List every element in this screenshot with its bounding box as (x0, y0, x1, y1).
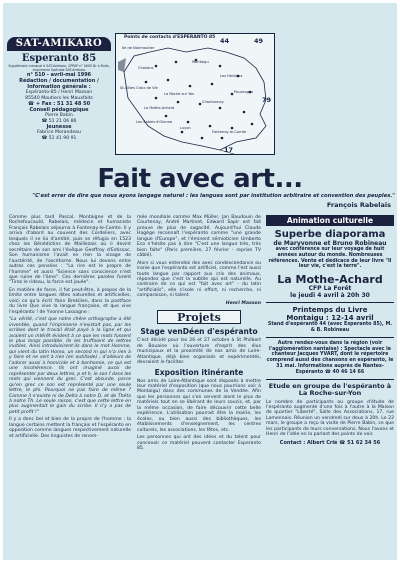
masthead-title: Esperanto 85 (21, 53, 97, 64)
article-paragraph: Il y a donc bel et bien de la propre de l'homme : la langue certains mettent la français et l'espéranto en opposition comme langues respectivement naturelle et artificielle. Des linguistes de renom- (9, 417, 131, 439)
divider (266, 302, 394, 303)
map-dept-number: 79 (262, 96, 272, 104)
youth-phone: ☎ 51 41 90 91 (41, 135, 77, 141)
map-place: Les Herbiers (220, 74, 243, 78)
tagline-author: François Rabelais (326, 201, 391, 209)
vendee-map (115, 33, 275, 155)
article-paragraph: En matière de farce, il fut peut-être, à propos de la limite entre langues dites naturelles et artificielles, voici ce qu'a écrit Yann Brekilien, dans la postface du livre Que vive la langue française, et que vive l'espéranto ! de Yvonne Lassagne : (9, 287, 131, 315)
animation-column (266, 215, 394, 447)
article-column-1 (9, 215, 131, 441)
animation-bar: Animation culturelle (266, 215, 394, 226)
article-column-2 (137, 215, 261, 453)
map-place: La Roche sur Yon (164, 92, 195, 96)
teaching-phone: ☎ 51 21 06 86 (41, 118, 77, 124)
teaching-name: Pierre Babin (45, 113, 73, 119)
article-title: Fait avec art... (97, 164, 303, 194)
divider (266, 337, 394, 338)
event-place: La Mothe-Achard (277, 273, 383, 287)
stage-text: C'est décidé pour les 26 et 27 octobre à St Philbert de Bouaine où l'ouverture d'esprit des élus municipaux et la proximité de nos amis de Loire-Atlantique, déjà bien organisés et expérimentés, devraient le faciliter. (137, 338, 261, 366)
sat-amikaro-logo: SAT-AMIKARO (7, 37, 111, 51)
diaporama-desc: avec conférence sur leur voyage de huit années autour du monde. Nombreuses références. Vente et dédicace de leur livre "Il leur vie, c'est la terre". (268, 247, 392, 270)
map-header: Points de contacts d'ESPERANTO 85 (124, 35, 216, 40)
editorial-line: Espéranto-85 / Henri Masson (25, 90, 93, 95)
article-quote: "La vérité, c'est que notre chère orthographe a été inventée, quand l'imprimerie n'existait pas, par les scribes dont le travail était payé à la ligne et qui avaient un intérêt évident à ce que les mots fussent le plus longs possible. Ils les truffaient de lettres inutiles. Ainsi introduisirent-ils dans le mot Homme, qui vient du latin Homo, un second m qui n'a rien à y faire et ne sert à rien (en outillade) ; d'ailleurs de l'adorer aussi à homicide et à bonhomie, ce qui est une incohérence. Ils ont imaginé aussi de représenter par deux lettres, p et h, le son f dans les mots qui viennent du grec. C'est absurde, parce qu'en grec ce son est représenté par une seule lettre, le phi. Pourquoi ne pas faire de même ? Comme il n'existe ni de Delta à notre D, et de Théta à notre Th. Le seule raison, c'est que cette lettre en plus augmentait le gain du scribe. Il n'y a pas de petit profit !" (9, 317, 131, 415)
editorial-line: 85540 Moutiers les Mauxfaits (25, 95, 93, 101)
youth-name: Fabrice Morandeau (37, 130, 81, 136)
map-place: Pouzauges (234, 90, 254, 94)
map-place: La Mothe-Achard (144, 106, 175, 110)
map-place: Challans (138, 66, 154, 70)
printemps-date: Montaigu : 12-14 avril (286, 314, 374, 323)
editorial-label: Rédaction / documentation / Information générale : (19, 78, 99, 90)
expo-text: Nos amis de Loire-Atlantique sont disposés à mettre leur matériel d'exposition (que nous pourrions voir à Montaigu) dans des communes de la Vendée. Afin que les personnes qui s'en servent aient le plus de matériels tout en se libérant de leurs soucis, et, par la même occasion, de faire découvrir cette belle expérience. L'utilisation pourrait être la mairie, les écoles, ou bien aussi des bibliothèques, les établissements d'enseignement, les centres culturels, les associations, les fêtes, etc. (137, 378, 261, 433)
map-dept-number: 44 (220, 37, 230, 45)
map-dept-number: 17 (224, 146, 234, 154)
teaching-label: Conseil pédagogique (29, 107, 89, 114)
article-paragraph: Comme plus tard Pascal, Montaigne et de la Rochefoucauld, Rabelais, médecin et humaniste François Rabelais séjourna à Fontenay-le-Comte. Il y arriva d'abord au couvent des Cordeliers, avec lesquels il se lia d'amitié, puis se réfugia en 1523 chez les Bénédictins de Maillezais où il devint secrétaire de son ami l'évêque Geoffroy d'Estissac. Son humanisme l'avait en rien la visage de l'austérité, de l'ascétisme. Nous lui devons entre autres ces pensées : "La rire est le propre de l'homme" et aussi "Science sans conscience n'est que ruine de l'âme". Ces dernières paroles furent "Tirez le rideau, la farce est jouée". (9, 215, 131, 286)
etude-text: Le nombre de participants au groupe d'étude de l'espéranto augmente d'une fois à l'autre à la Maison de quartier "Liberté", Salle des Associations, 17, rue Lamennais. Réunion un vendredi sur deux à 20h. Le 22 mars, le groupe a reçu la visite de Pierre Babin, ce que les participants de leurs conversations, Nous l'avons et Henri de l'idée en la parlant des points de voir. (266, 399, 394, 438)
expo-text: Les personnes qui ont des idées et du talent pour concevoir ce matériel peuvent contacter Esperanto 85. (137, 435, 261, 451)
diaporama-headline: Superbe diaporama (274, 229, 386, 240)
article-signature: Henri Masson (225, 300, 261, 306)
map-dept-number: 49 (254, 37, 264, 45)
article-paragraph: Alors si vous entendez des avec condescendance ou ironie que l'espéranto est artificiel, comme l'est aussi toute langue par rapport aux cris des animaux, répondez que c'est la subtile qui est naturelle. Au contraire de ce qui est "fait avec art" - du latin "artificialis", elle s'isole ni effort, ni recherche, ni comparaison, ni talent. (137, 260, 261, 299)
divider (266, 379, 394, 380)
youth-label: Jeunesse (46, 124, 72, 131)
printemps-title: Printemps du Livre (292, 306, 368, 315)
vendee-map-outline (116, 42, 274, 154)
map-place: Chantonnay (202, 100, 224, 104)
newsletter-page (3, 3, 397, 560)
masthead-supplement: Supplément mensuel à SAT-Amikaro, CPPAP n° 0605 Dr à Bulle, imprimerie Spéciale SAT-Amikaro (8, 64, 110, 72)
projets-heading: Projets (157, 310, 241, 324)
diaporama-presenters: de Maryvonne et Bruno Robineau (273, 240, 387, 247)
article-tagline: "C'est errer de dire que nous ayons langage naturel : les langues sont par institution arbitraire et convention des peuples." (32, 193, 395, 199)
map-place: St-Gilles Croix de Vie (120, 86, 158, 90)
event-venue: CFP La Forêt (308, 285, 352, 293)
map-place: Ile de Noirmoutier (122, 46, 155, 50)
stage-heading: Stage venDéen d'espéranto (140, 327, 258, 337)
article-paragraph: mée mondiale comme Max Müller, Jan Baudouin de Courtenay, André Martinet, Edward Sapir ont fait preuve de plus de sagacité. Aujourd'hui Claude Hagège reconnaît l'espéranto comme "une grande langue d'Europe", et l'éminent sémioticien Umberto Eco n'hésite pas à dire "C'est une langue très, très bien faite" (Paris première, 27 février - reprise TV câblé). (137, 215, 261, 259)
event-date: le jeudi 4 avril à 20h 30 (290, 292, 370, 300)
etude-title: Etude en groupe de l'espéranto à La Roche-sur-Yon (268, 381, 392, 398)
expo-heading: Exposition itinérante (154, 367, 244, 377)
issue-number: n° 510 - avril-mai 1996 (26, 72, 92, 78)
map-place: Fontenay-le-Comte (212, 130, 247, 134)
printemps-stand: Stand d'espéranto 44 (avec Esperanto 85), M. & B. Robineau (267, 322, 393, 333)
etude-contact: Contact : Albert Crié ☎ 51 62 34 56 (279, 439, 381, 446)
map-place: Luçon (180, 126, 191, 130)
map-place: Les Sables d'Olonne (136, 120, 173, 124)
editorial-line: ☎ + Fax : 51 31 48 50 (27, 101, 91, 108)
map-place: Montaigu (192, 60, 209, 64)
other-events: Autre rendez-vous dans la région (voir l'agglomération nantaise) : Spectacle avec le chanteur Jacques YVART, dont le répertoire comprend aussi des chansons en espéranto, le 31 mai. Informations auprès de Nantes-Espéranto ☎ 40 46 14 66 (266, 340, 394, 375)
masthead (7, 37, 111, 142)
